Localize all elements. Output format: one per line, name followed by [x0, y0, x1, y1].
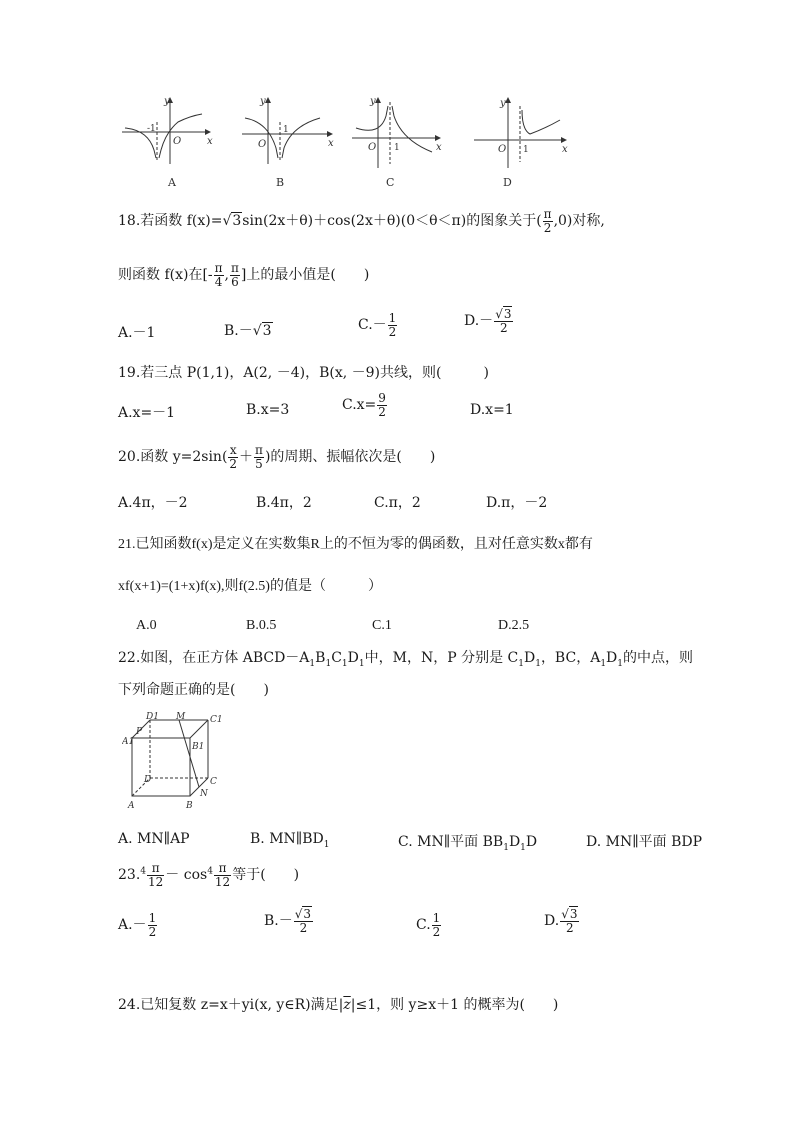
graph-a-label: A: [168, 176, 176, 189]
graph-a-tick: -1: [147, 124, 156, 134]
q18-option-b: B.－√3: [224, 323, 272, 339]
q18-line1: 18.若函数 f(x)=√3sin(2x＋θ)＋cos(2x＋θ)(0＜θ＜π)的图象关于( $\frac{\pi}{2}$ ,0)对称,: [118, 207, 605, 235]
graph-b-label: B: [276, 176, 285, 189]
graph-a-y: y: [164, 96, 170, 107]
function-graphs: [110, 92, 580, 192]
q21-line2: xf(x+1)=(1+x)f(x),则f(2.5)的值是（ ）: [118, 579, 382, 594]
cube-label-m: M: [176, 712, 186, 722]
cube-label-d: D: [144, 775, 152, 785]
graph-c-label: C: [386, 176, 395, 189]
q20-option-c: C.π，2: [374, 495, 421, 511]
q19-option-d: D.x=1: [470, 402, 514, 418]
graph-d-tick: 1: [523, 145, 529, 155]
cube-label-a1: A1: [122, 737, 135, 747]
q22-option-d: D. MN∥平面 BDP: [586, 834, 703, 850]
cube-label-p: P: [136, 727, 143, 737]
q18-option-c: C.－ $\frac{1}{2}$: [358, 311, 397, 339]
graph-d-y: y: [500, 98, 506, 109]
q23-option-b: B.－ $\frac{√3}{2}$: [264, 907, 312, 935]
q22-option-c: C. MN∥平面 $BB_1D_1D$: [398, 834, 538, 853]
q22-line2: 下列命题正确的是( ): [118, 682, 269, 698]
q23-option-a: A.－ $\frac{1}{2}$: [118, 911, 157, 939]
graph-d-x: x: [562, 144, 568, 155]
cube-label-c1: C1: [210, 715, 223, 725]
cube-diagram: [122, 712, 228, 812]
graph-c-x: x: [436, 142, 442, 153]
graph-d: [474, 98, 568, 189]
q22-option-a: A. MN∥AP: [118, 831, 190, 847]
graph-b: [242, 96, 334, 189]
q21-option-d: D.2.5: [498, 618, 530, 633]
graph-b-x: x: [328, 138, 334, 149]
q18-option-d: D.－ $\frac{√3}{2}$: [464, 307, 512, 335]
q23-text: 23.$^4$ $\frac{\pi}{12}$ － $\cos^4$ $\frac{\pi}{12}$ 等于( ): [118, 861, 300, 889]
cube-label-b1: B1: [192, 742, 205, 752]
q21-option-c: C.1: [372, 618, 392, 633]
cube-label-a: A: [128, 801, 135, 811]
q18-option-a: A.－1: [118, 325, 156, 341]
q19-text: 19.若三点 P(1,1)，A(2, －4)，B(x, －9)共线，则( ): [118, 365, 489, 381]
q22-option-b: B. $MN\parallel BD_1$: [250, 831, 330, 850]
graph-d-origin: O: [498, 144, 507, 155]
cube-label-c: C: [210, 777, 217, 787]
q19-option-b: B.x=3: [246, 402, 290, 418]
q21-option-a: A.0: [136, 618, 157, 633]
q20-option-a: A.4π，－2: [118, 495, 188, 511]
graph-a: [122, 96, 213, 189]
cube-label-d1: D1: [146, 712, 159, 722]
q24-text: 24.已知复数 z=x＋yi(x, y∈R)满足$|\overline{z}|\le 1$，则 y≥x＋1 的概率为( ): [118, 997, 559, 1013]
graph-c-y: y: [370, 96, 376, 107]
q23-option-d: D. $\frac{√3}{2}$: [544, 907, 578, 935]
graph-c: [352, 96, 442, 189]
q19-option-c: C.x= $\frac{9}{2}$: [342, 391, 386, 419]
q18-frac: $\frac{\pi}{2}$: [543, 207, 552, 235]
q20-option-b: B.4π，2: [256, 495, 312, 511]
q20-option-d: D.π，－2: [486, 495, 548, 511]
graph-b-y: y: [260, 96, 266, 107]
graph-c-origin: O: [368, 142, 377, 153]
q23-option-c: C. $\frac{1}{2}$: [416, 911, 441, 939]
q19-option-a: A.x=－1: [118, 405, 176, 421]
graph-c-tick: 1: [394, 143, 400, 153]
cube-label-n: N: [200, 789, 208, 799]
q20-text: 20.函数 y=2sin( $\frac{x}{2}$ ＋ $\frac{\pi}{5}$ )的周期、振幅依次是( ): [118, 443, 436, 471]
graph-a-x: x: [207, 136, 213, 147]
graph-a-origin: O: [173, 136, 182, 147]
q21-line1: 21.已知函数f(x)是定义在实数集R上的不恒为零的偶函数，且对任意实数x都有: [118, 537, 593, 552]
q21-option-b: B.0.5: [246, 618, 277, 633]
graph-d-label: D: [503, 176, 512, 189]
graph-b-tick: 1: [283, 125, 289, 135]
q18-line2: 则函数 f(x)在[- $\frac{\pi}{4}$ , $\frac{\pi}{6}$ ]上的最小值是( ): [118, 261, 370, 289]
cube-label-b: B: [186, 801, 193, 811]
q22-line1: 22.如图，在正方体 $ABCD-A_1B_1C_1D_1$中，M，N，P 分别是 $C_1D_1$，BC，$A_1D_1$的中点，则: [118, 650, 694, 669]
graph-b-origin: O: [258, 139, 267, 150]
